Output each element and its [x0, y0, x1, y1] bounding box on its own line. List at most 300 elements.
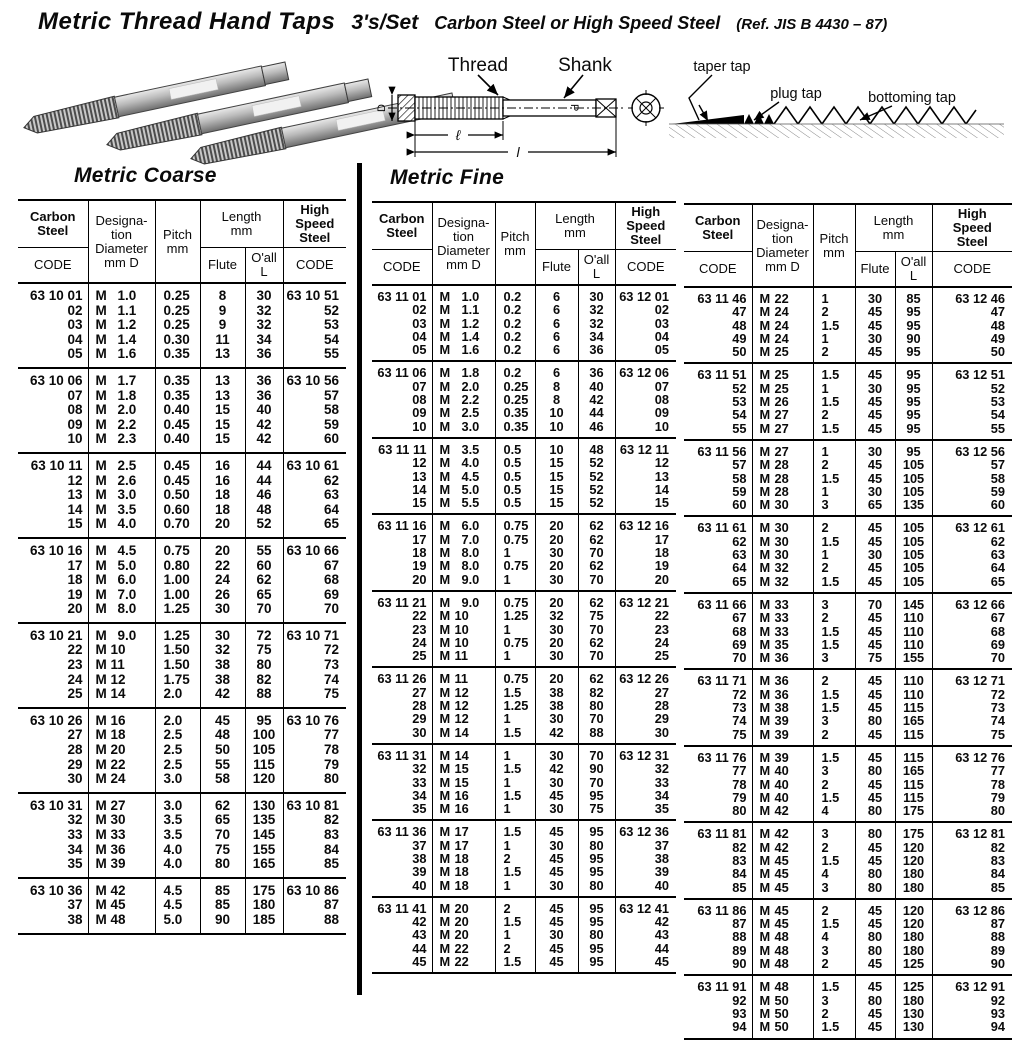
designation-cell: M 39 — [752, 728, 813, 746]
hss-code-cell: 60 — [283, 432, 346, 453]
flute-cell: 45 — [855, 408, 895, 421]
table-row — [684, 516, 1012, 534]
flute-cell: 30 — [535, 928, 578, 941]
hss-code-cell: 63 12 66 — [932, 593, 1012, 611]
pitch-cell: 0.45 — [155, 418, 200, 433]
oall-cell: 80 — [578, 928, 615, 941]
table-row — [684, 345, 1012, 363]
oall-cell: 44 — [245, 453, 283, 474]
hss-code-cell: 89 — [932, 944, 1012, 957]
oall-cell: 95 — [895, 305, 932, 318]
designation-cell: M 20 — [432, 915, 495, 928]
code-cell: 54 — [732, 407, 747, 423]
flute-cell: 80 — [855, 804, 895, 822]
taper-tap-label: taper tap — [693, 59, 751, 75]
designation-cell: M 25 — [752, 363, 813, 381]
table-row — [372, 942, 676, 955]
oall-cell: 110 — [895, 669, 932, 687]
table-row — [18, 588, 346, 603]
oall-cell: 135 — [895, 498, 932, 516]
table-row — [18, 517, 346, 538]
table-row — [684, 458, 1012, 471]
pitch-cell: 1 — [813, 485, 855, 498]
hss-code-cell: 63 — [283, 488, 346, 503]
oall-cell: 95 — [895, 440, 932, 458]
oall-cell: 95 — [245, 708, 283, 729]
pitch-cell: 1.5 — [813, 319, 855, 332]
table-row — [372, 820, 676, 838]
hss-code-cell: 20 — [615, 573, 676, 591]
hss-code-cell: 63 12 46 — [932, 287, 1012, 305]
hss-code-cell: 10 — [615, 420, 676, 438]
dim-d-label: D — [376, 104, 388, 112]
table-row — [372, 406, 676, 419]
pitch-cell: 2 — [813, 841, 855, 854]
table-row — [18, 708, 346, 729]
pitch-cell: 0.2 — [495, 361, 535, 379]
table-row — [18, 453, 346, 474]
table-row — [372, 285, 676, 303]
oall-cell: 175 — [895, 822, 932, 840]
table-row — [18, 793, 346, 814]
oall-cell: 40 — [578, 380, 615, 393]
code-cell: 28 — [67, 742, 83, 758]
designation-cell: M 14 — [88, 687, 155, 708]
flute-cell: 15 — [200, 403, 245, 418]
designation-cell: M 48 — [752, 957, 813, 975]
table-row — [684, 867, 1012, 880]
designation-cell: M 2.2 — [88, 418, 155, 433]
oall-cell: 70 — [578, 776, 615, 789]
flute-cell: 15 — [535, 470, 578, 483]
flute-cell: 45 — [855, 638, 895, 651]
pitch-cell: 1.25 — [495, 699, 535, 712]
hss-code-cell: 63 12 26 — [615, 667, 676, 685]
hss-code-cell: 63 — [932, 548, 1012, 561]
hss-code-cell: 64 — [932, 561, 1012, 574]
designation-cell: M 32 — [752, 561, 813, 574]
oall-cell: 115 — [895, 778, 932, 791]
code-cell: 35 — [67, 856, 83, 872]
designation-cell: M 8.0 — [88, 602, 155, 623]
pitch-cell: 1.5 — [495, 955, 535, 973]
code-cell: 64 — [732, 560, 747, 576]
code-cell: 63 11 71 — [684, 669, 752, 687]
code-cell: 34 — [67, 841, 83, 857]
table-row — [684, 714, 1012, 727]
table-row — [684, 746, 1012, 764]
hss-code-cell: 17 — [615, 533, 676, 546]
code-cell: 05 — [412, 342, 427, 358]
code-cell: 18 — [67, 572, 83, 588]
flute-cell: 45 — [535, 897, 578, 915]
oall-cell: 115 — [245, 758, 283, 773]
table-row — [684, 957, 1012, 975]
hss-code-cell: 82 — [932, 841, 1012, 854]
pitch-cell: 2 — [813, 1007, 855, 1020]
code-cell: 63 11 61 — [684, 516, 752, 534]
hss-code-cell: 47 — [932, 305, 1012, 318]
table-row — [18, 474, 346, 489]
oall-cell: 105 — [895, 535, 932, 548]
bottoming-tap-label: bottoming tap — [868, 90, 956, 106]
hss-code-cell: 45 — [615, 955, 676, 973]
hss-code-cell: 50 — [932, 345, 1012, 363]
designation-cell: M 24 — [88, 772, 155, 793]
table-row — [372, 839, 676, 852]
flute-cell: 30 — [855, 548, 895, 561]
metric-fine-table-right — [684, 203, 1012, 1040]
oall-cell: 95 — [895, 395, 932, 408]
designation-cell: M 4.5 — [88, 538, 155, 559]
thread-label: Thread — [447, 55, 509, 76]
pitch-cell: 3 — [813, 593, 855, 611]
pitch-cell: 1.5 — [813, 791, 855, 804]
oall-cell: 115 — [895, 701, 932, 714]
oall-cell: 36 — [578, 343, 615, 361]
flute-cell: 42 — [535, 762, 578, 775]
code-cell: 37 — [412, 837, 427, 853]
pitch-cell: 3.5 — [155, 828, 200, 843]
flute-cell: 6 — [535, 330, 578, 343]
designation-cell: M 35 — [752, 638, 813, 651]
flute-cell: 20 — [535, 533, 578, 546]
designation-cell: M 45 — [752, 867, 813, 880]
designation-cell: M 12 — [432, 712, 495, 725]
taper-profile — [672, 115, 744, 124]
pitch-cell: 0.75 — [155, 538, 200, 559]
table-row — [372, 456, 676, 469]
table-row — [372, 438, 676, 456]
title-set: 3's/Set — [351, 11, 419, 34]
pitch-cell: 0.5 — [495, 470, 535, 483]
flute-cell: 65 — [855, 498, 895, 516]
code-cell: 09 — [412, 405, 427, 421]
table-row — [372, 483, 676, 496]
pitch-cell: 2 — [813, 516, 855, 534]
pitch-cell: 0.40 — [155, 432, 200, 453]
table-row — [18, 403, 346, 418]
oall-cell: 180 — [895, 944, 932, 957]
oall-cell: 180 — [245, 898, 283, 913]
flute-cell: 80 — [855, 822, 895, 840]
hss-code-cell: 37 — [615, 839, 676, 852]
oall-cell: 125 — [895, 957, 932, 975]
hss-code-cell: 70 — [283, 602, 346, 623]
flute-cell: 11 — [200, 333, 245, 348]
designation-cell: M 32 — [752, 575, 813, 593]
dim-p-label: P — [568, 104, 580, 112]
code-cell: 50 — [732, 344, 747, 360]
pitch-cell: 2 — [813, 408, 855, 421]
hss-code-cell: 27 — [615, 686, 676, 699]
flute-cell: 45 — [855, 395, 895, 408]
table-row — [372, 699, 676, 712]
table-row — [18, 843, 346, 858]
hss-code-cell: 30 — [615, 726, 676, 744]
code-cell: 02 — [412, 302, 427, 318]
code-cell: 63 11 06 — [372, 361, 432, 379]
code-cell: 70 — [732, 650, 747, 666]
flute-cell: 18 — [200, 488, 245, 503]
pitch-cell: 1.5 — [495, 915, 535, 928]
code-cell: 14 — [412, 481, 427, 497]
oall-cell: 52 — [578, 470, 615, 483]
oall-cell: 185 — [245, 913, 283, 934]
table-row — [684, 881, 1012, 899]
oall-cell: 32 — [245, 318, 283, 333]
flute-cell: 30 — [535, 802, 578, 820]
code-cell: 63 10 36 — [18, 878, 88, 899]
designation-cell: M 28 — [752, 458, 813, 471]
designation-cell: M 1.0 — [88, 283, 155, 304]
flute-cell: 45 — [855, 625, 895, 638]
designation-cell: M 45 — [752, 854, 813, 867]
code-cell: 88 — [732, 929, 747, 945]
oall-cell: 95 — [895, 345, 932, 363]
table-row — [684, 535, 1012, 548]
header-length: Length mm — [200, 200, 283, 248]
pitch-cell: 2 — [495, 942, 535, 955]
hss-code-cell: 39 — [615, 865, 676, 878]
pitch-cell: 0.50 — [155, 488, 200, 503]
code-cell: 27 — [412, 684, 427, 700]
hss-code-cell: 92 — [932, 994, 1012, 1007]
oall-cell: 95 — [578, 915, 615, 928]
code-cell: 63 10 31 — [18, 793, 88, 814]
hss-code-cell: 63 12 11 — [615, 438, 676, 456]
table-row — [372, 623, 676, 636]
hss-code-cell: 75 — [283, 687, 346, 708]
pitch-cell: 0.2 — [495, 343, 535, 361]
designation-cell: M 42 — [752, 804, 813, 822]
oall-cell: 36 — [245, 347, 283, 368]
code-cell: 77 — [732, 763, 747, 779]
title-main: Metric Thread Hand Taps — [38, 8, 336, 35]
oall-cell: 95 — [578, 820, 615, 838]
code-cell: 84 — [732, 866, 747, 882]
table-row — [684, 841, 1012, 854]
oall-cell: 95 — [895, 408, 932, 421]
flute-cell: 70 — [200, 828, 245, 843]
pitch-cell: 0.75 — [495, 667, 535, 685]
table-row — [18, 658, 346, 673]
table-row — [18, 758, 346, 773]
oall-cell: 65 — [245, 588, 283, 603]
code-cell: 63 11 91 — [684, 975, 752, 993]
flute-cell: 85 — [200, 898, 245, 913]
table-row — [684, 728, 1012, 746]
oall-cell: 62 — [578, 533, 615, 546]
header-designation: Designa- tion Diameter mm D — [752, 204, 813, 287]
table-row — [372, 330, 676, 343]
pitch-cell: 0.75 — [495, 533, 535, 546]
oall-cell: 130 — [895, 1020, 932, 1038]
hss-code-cell: 63 10 86 — [283, 878, 346, 899]
designation-cell: M 1.1 — [432, 303, 495, 316]
designation-cell: M 30 — [752, 535, 813, 548]
table-row — [18, 389, 346, 404]
pitch-cell: 1 — [495, 546, 535, 559]
header-code: CODE — [18, 248, 88, 284]
table-row — [18, 813, 346, 828]
designation-cell: M 1.8 — [432, 361, 495, 379]
designation-cell: M 3.0 — [88, 488, 155, 503]
oall-cell: 135 — [245, 813, 283, 828]
table-row — [18, 898, 346, 913]
oall-cell: 62 — [578, 667, 615, 685]
designation-cell: M 3.5 — [88, 503, 155, 518]
oall-cell: 70 — [245, 602, 283, 623]
pitch-cell: 2 — [495, 852, 535, 865]
hss-code-cell: 63 12 41 — [615, 897, 676, 915]
bottoming-profile — [774, 107, 976, 124]
pitch-cell: 1.5 — [495, 865, 535, 878]
flute-cell: 13 — [200, 368, 245, 389]
code-cell: 20 — [67, 601, 83, 617]
hss-code-cell: 38 — [615, 852, 676, 865]
pitch-cell: 1 — [813, 332, 855, 345]
designation-cell: M 48 — [752, 975, 813, 993]
table-row — [372, 686, 676, 699]
oall-cell: 95 — [895, 319, 932, 332]
hss-code-cell: 22 — [615, 609, 676, 622]
table-row — [18, 728, 346, 743]
table-row — [372, 915, 676, 928]
designation-cell: M 20 — [432, 928, 495, 941]
metric-fine-section-left — [372, 166, 676, 974]
table-row — [372, 559, 676, 572]
hss-code-cell: 79 — [932, 791, 1012, 804]
designation-cell: M 45 — [88, 898, 155, 913]
code-cell: 02 — [67, 302, 83, 318]
flute-cell: 30 — [535, 546, 578, 559]
pitch-cell: 1.5 — [813, 917, 855, 930]
table-row — [18, 559, 346, 574]
oall-cell: 180 — [895, 881, 932, 899]
designation-cell: M 36 — [752, 688, 813, 701]
code-cell: 69 — [732, 636, 747, 652]
oall-cell: 115 — [895, 728, 932, 746]
pitch-cell: 2 — [813, 458, 855, 471]
table-row — [684, 669, 1012, 687]
code-cell: 24 — [412, 634, 427, 650]
table-row — [372, 361, 676, 379]
designation-cell: M 38 — [752, 701, 813, 714]
designation-cell: M 1.6 — [432, 343, 495, 361]
designation-cell: M 39 — [88, 857, 155, 878]
designation-cell: M 40 — [752, 778, 813, 791]
designation-cell: M 6.0 — [432, 514, 495, 532]
designation-cell: M 11 — [432, 667, 495, 685]
code-cell: 33 — [412, 774, 427, 790]
oall-cell: 130 — [245, 793, 283, 814]
designation-cell: M 1.1 — [88, 304, 155, 319]
code-cell: 03 — [412, 315, 427, 331]
designation-cell: M 30 — [752, 516, 813, 534]
hss-code-cell: 78 — [932, 778, 1012, 791]
table-row — [372, 928, 676, 941]
flute-cell: 45 — [535, 865, 578, 878]
pitch-cell: 1.5 — [813, 1020, 855, 1038]
oall-cell: 120 — [895, 854, 932, 867]
flute-cell: 45 — [855, 611, 895, 624]
flute-cell: 80 — [855, 994, 895, 1007]
table-row — [684, 994, 1012, 1007]
designation-cell: M 42 — [88, 878, 155, 899]
designation-cell: M 15 — [432, 776, 495, 789]
pitch-cell: 1.25 — [495, 609, 535, 622]
hss-code-cell: 58 — [932, 472, 1012, 485]
table-row — [372, 649, 676, 667]
table-row — [684, 485, 1012, 498]
oall-cell: 155 — [245, 843, 283, 858]
code-cell: 63 10 21 — [18, 623, 88, 644]
hss-code-cell: 70 — [932, 651, 1012, 669]
oall-cell: 80 — [578, 839, 615, 852]
cross-section-symbol — [628, 90, 664, 126]
code-cell: 37 — [67, 897, 83, 913]
code-cell: 74 — [732, 713, 747, 729]
hss-code-cell: 82 — [283, 813, 346, 828]
hss-code-cell: 63 12 56 — [932, 440, 1012, 458]
table-row — [18, 878, 346, 899]
designation-cell: M 22 — [432, 942, 495, 955]
code-cell: 92 — [732, 992, 747, 1008]
flute-cell: 80 — [855, 881, 895, 899]
table-row — [684, 472, 1012, 485]
pitch-cell: 0.2 — [495, 317, 535, 330]
hss-code-cell: 72 — [932, 688, 1012, 701]
oall-cell: 70 — [578, 712, 615, 725]
oall-cell: 62 — [578, 559, 615, 572]
pitch-cell: 1.5 — [813, 854, 855, 867]
table-row — [684, 382, 1012, 395]
flute-cell: 30 — [535, 573, 578, 591]
table-row — [372, 317, 676, 330]
oall-cell: 110 — [895, 638, 932, 651]
flute-cell: 80 — [855, 930, 895, 943]
pitch-cell: 4 — [813, 867, 855, 880]
hss-code-cell: 48 — [932, 319, 1012, 332]
flute-cell: 13 — [200, 389, 245, 404]
pitch-cell: 2.5 — [155, 758, 200, 773]
header-designation: Designa- tion Diameter mm D — [88, 200, 155, 283]
table-row — [684, 804, 1012, 822]
table-row — [18, 828, 346, 843]
table-row — [684, 319, 1012, 332]
pitch-cell: 4.0 — [155, 843, 200, 858]
flute-cell: 38 — [200, 658, 245, 673]
pitch-cell: 1.50 — [155, 658, 200, 673]
flute-cell: 30 — [855, 332, 895, 345]
designation-cell: M 20 — [432, 897, 495, 915]
hss-code-cell: 63 10 66 — [283, 538, 346, 559]
designation-cell: M 27 — [88, 793, 155, 814]
designation-cell: M 7.0 — [88, 588, 155, 603]
hss-code-cell: 63 10 76 — [283, 708, 346, 729]
designation-cell: M 18 — [88, 728, 155, 743]
code-cell: 27 — [67, 727, 83, 743]
oall-cell: 44 — [245, 474, 283, 489]
hss-code-cell: 63 12 31 — [615, 744, 676, 762]
oall-cell: 48 — [245, 503, 283, 518]
code-cell: 25 — [67, 686, 83, 702]
table-row — [684, 764, 1012, 777]
table-row — [372, 789, 676, 802]
designation-cell: M 2.5 — [88, 453, 155, 474]
pitch-cell: 3.0 — [155, 793, 200, 814]
